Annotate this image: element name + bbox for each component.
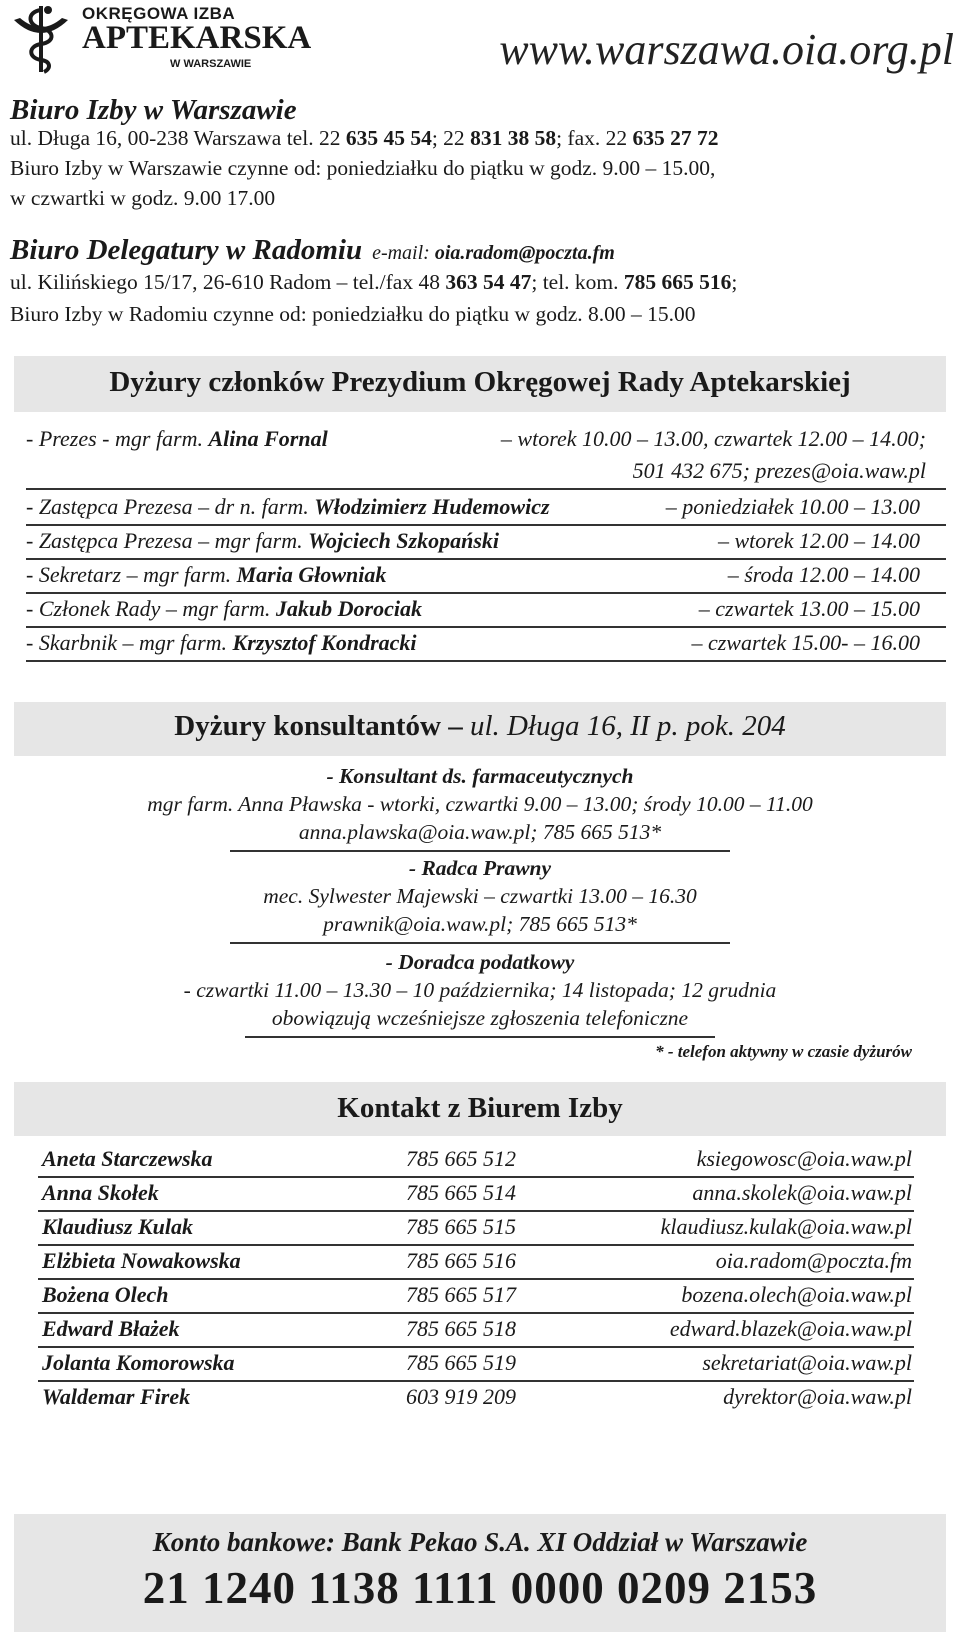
pharma-consultant-contact[interactable]: anna.plawska@oia.waw.pl; 785 665 513*	[298, 820, 662, 844]
mobile-label: ; tel. kom.	[531, 270, 624, 294]
radom-email[interactable]: oia.radom@poczta.fm	[434, 242, 615, 264]
divider	[38, 1278, 914, 1280]
president-contact[interactable]: 501 432 675; prezes@oia.waw.pl	[632, 458, 926, 483]
radom-phone: 363 54 47	[445, 270, 532, 294]
duty-name: Wojciech Szkopański	[308, 528, 500, 553]
contact-row	[42, 1146, 912, 1180]
legal-advisor-title: - Radca Prawny	[408, 856, 552, 880]
duty-role: - Członek Rady – mgr farm.	[26, 596, 276, 621]
contact-phone[interactable]: 785 665 515	[406, 1214, 516, 1239]
presidium-title: Dyżury członków Prezydium Okręgowej Rady Aptekarskiej	[109, 366, 851, 398]
pharma-consultant-title: - Konsultant ds. farmaceutycznych	[326, 764, 634, 788]
divider	[26, 558, 946, 560]
email-label: e-mail:	[372, 242, 435, 264]
duty-row-president	[26, 426, 944, 456]
contact-name: Klaudiusz Kulak	[42, 1214, 194, 1239]
bowl-of-hygieia-icon	[6, 2, 76, 78]
logo-line1: OKRĘGOWA IZBA	[82, 4, 236, 23]
radom-title-text: Biuro Delegatury w Radomiu	[10, 234, 363, 266]
contact-name: Aneta Starczewska	[42, 1146, 213, 1171]
contact-row	[42, 1214, 912, 1248]
contact-email[interactable]: sekretariat@oia.waw.pl	[702, 1350, 912, 1375]
bank-label: Konto bankowe: Bank Pekao S.A. XI Oddział w Warszawie	[152, 1527, 808, 1557]
duty-hours: – wtorek 12.00 – 14.00	[717, 528, 920, 553]
website-link[interactable]: www.warszawa.oia.org.pl	[499, 25, 954, 74]
duty-name: Włodzimierz Hudemowicz	[314, 494, 550, 519]
contact-name: Bożena Olech	[42, 1282, 169, 1307]
contact-row	[42, 1384, 912, 1418]
radom-mobile: 785 665 516	[623, 270, 732, 294]
contact-row	[42, 1180, 912, 1214]
duty-hours: – poniedziałek 10.00 – 13.00	[665, 494, 920, 519]
duty-role: - Zastępca Prezesa – dr n. farm.	[26, 494, 315, 519]
warsaw-phone-1: 635 45 54	[345, 126, 432, 150]
contact-email[interactable]: dyrektor@oia.waw.pl	[723, 1384, 912, 1409]
duty-hours: – czwartek 13.00 – 15.00	[698, 596, 920, 621]
contact-email[interactable]: ksiegowosc@oia.waw.pl	[696, 1146, 912, 1171]
tax-advisor-dates: - czwartki 11.00 – 13.30 – 10 października; 14 listopada; 12 grudnia	[183, 978, 777, 1002]
divider	[38, 1210, 914, 1212]
footnote: * - telefon aktywny w czasie dyżurów	[655, 1042, 912, 1061]
warsaw-hours-1: Biuro Izby w Warszawie czynne od: poniedziałku do piątku w godz. 9.00 – 15.00,	[10, 156, 716, 180]
contact-name: Jolanta Komorowska	[42, 1350, 235, 1375]
divider	[245, 1036, 715, 1038]
divider	[26, 660, 946, 662]
pharma-consultant-hours: mgr farm. Anna Pławska - wtorki, czwartki 9.00 – 13.00; środy 10.00 – 11.00	[147, 792, 813, 816]
duty-role: - Sekretarz – mgr farm.	[26, 562, 237, 587]
radom-address: ul. Kilińskiego 15/17, 26-610 Radom – tel./fax 48	[10, 270, 446, 294]
contact-phone[interactable]: 785 665 517	[406, 1282, 516, 1307]
tax-advisor-note: obowiązują wcześniejsze zgłoszenia telefoniczne	[271, 1006, 689, 1030]
contact-phone[interactable]: 785 665 519	[406, 1350, 516, 1375]
duty-role: - Prezes - mgr farm.	[26, 426, 209, 451]
bank-account-number: 21 1240 1138 1111 0000 0209 2153	[142, 1563, 818, 1613]
duty-hours: – czwartek 15.00- – 16.00	[691, 630, 920, 655]
contact-row	[42, 1350, 912, 1384]
divider	[26, 592, 946, 594]
contact-title: Kontakt z Biurem Izby	[337, 1092, 623, 1124]
logo-line3: W WARSZAWIE	[170, 58, 252, 70]
contact-email[interactable]: anna.skolek@oia.waw.pl	[692, 1180, 912, 1205]
divider	[26, 626, 946, 628]
duty-row-vice-2	[26, 528, 944, 558]
divider	[38, 1380, 914, 1382]
divider	[38, 1312, 914, 1314]
contact-name: Edward Błażek	[42, 1316, 180, 1341]
radom-office-title	[10, 234, 615, 267]
divider	[38, 1244, 914, 1246]
warsaw-phone-2: 831 38 58	[470, 126, 557, 150]
divider	[26, 488, 946, 490]
radom-hours: Biuro Izby w Radomiu czynne od: poniedziałku do piątku w godz. 8.00 – 15.00	[10, 302, 696, 326]
contact-phone[interactable]: 785 665 518	[406, 1316, 516, 1341]
warsaw-office-title: Biuro Izby w Warszawie	[10, 94, 297, 126]
warsaw-hours-2: w czwartki w godz. 9.00 17.00	[10, 186, 276, 210]
contact-row	[42, 1248, 912, 1282]
mobile-suffix: ;	[731, 270, 738, 294]
duty-role: - Zastępca Prezesa – mgr farm.	[26, 528, 309, 553]
contact-name: Anna Skołek	[42, 1180, 159, 1205]
contact-email[interactable]: oia.radom@poczta.fm	[715, 1248, 912, 1273]
duty-row-treasurer	[26, 630, 944, 660]
tax-advisor-title: - Doradca podatkowy	[385, 950, 575, 974]
duty-role: - Skarbnik – mgr farm.	[26, 630, 233, 655]
separator: ; 22	[431, 126, 471, 150]
chamber-logo	[6, 2, 312, 80]
contact-name: Elżbieta Nowakowska	[42, 1248, 241, 1273]
contact-row	[42, 1316, 912, 1350]
warsaw-address-line	[10, 126, 719, 151]
consultants-title-text: Dyżury konsultantów –	[174, 710, 463, 742]
duty-name: Alina Fornal	[208, 426, 328, 451]
duty-row-president-contact	[26, 458, 944, 488]
duty-name: Jakub Dorociak	[275, 596, 422, 621]
divider	[38, 1346, 914, 1348]
consultants-location: ul. Długa 16, II p. pok. 204	[469, 710, 786, 742]
contact-email[interactable]: bozena.olech@oia.waw.pl	[681, 1282, 912, 1307]
contact-phone[interactable]: 785 665 514	[406, 1180, 516, 1205]
duty-row-secretary	[26, 562, 944, 592]
duty-name: Krzysztof Kondracki	[232, 630, 417, 655]
legal-advisor-hours: mec. Sylwester Majewski – czwartki 13.00 – 16.30	[263, 884, 697, 908]
divider	[26, 524, 946, 526]
logo-line2: APTEKARSKA	[82, 20, 312, 56]
divider	[38, 1176, 914, 1178]
legal-advisor-contact[interactable]: prawnik@oia.waw.pl; 785 665 513*	[323, 912, 637, 936]
duty-row-vice-1	[26, 494, 944, 524]
fax-label: ; fax. 22	[556, 126, 633, 150]
contact-email[interactable]: klaudiusz.kulak@oia.waw.pl	[660, 1214, 912, 1239]
radom-address-line	[10, 270, 737, 295]
duty-name: Maria Głowniak	[236, 562, 387, 587]
contact-phone[interactable]: 603 919 209	[406, 1384, 516, 1409]
contact-name: Waldemar Firek	[42, 1384, 191, 1409]
duty-hours: – środa 12.00 – 14.00	[727, 562, 920, 587]
contact-phone[interactable]: 785 665 512	[406, 1146, 516, 1171]
consultants-title	[0, 710, 960, 743]
radom-email-line	[372, 242, 615, 264]
contact-phone[interactable]: 785 665 516	[406, 1248, 516, 1273]
contact-row	[42, 1282, 912, 1316]
divider	[230, 850, 730, 852]
contact-email[interactable]: edward.blazek@oia.waw.pl	[669, 1316, 912, 1341]
divider	[230, 942, 730, 944]
warsaw-fax: 635 27 72	[632, 126, 719, 150]
duty-row-member	[26, 596, 944, 626]
warsaw-address: ul. Długa 16, 00-238 Warszawa tel. 22	[10, 126, 346, 150]
duty-hours: – wtorek 10.00 – 13.00, czwartek 12.00 – 14.00;	[500, 426, 926, 451]
